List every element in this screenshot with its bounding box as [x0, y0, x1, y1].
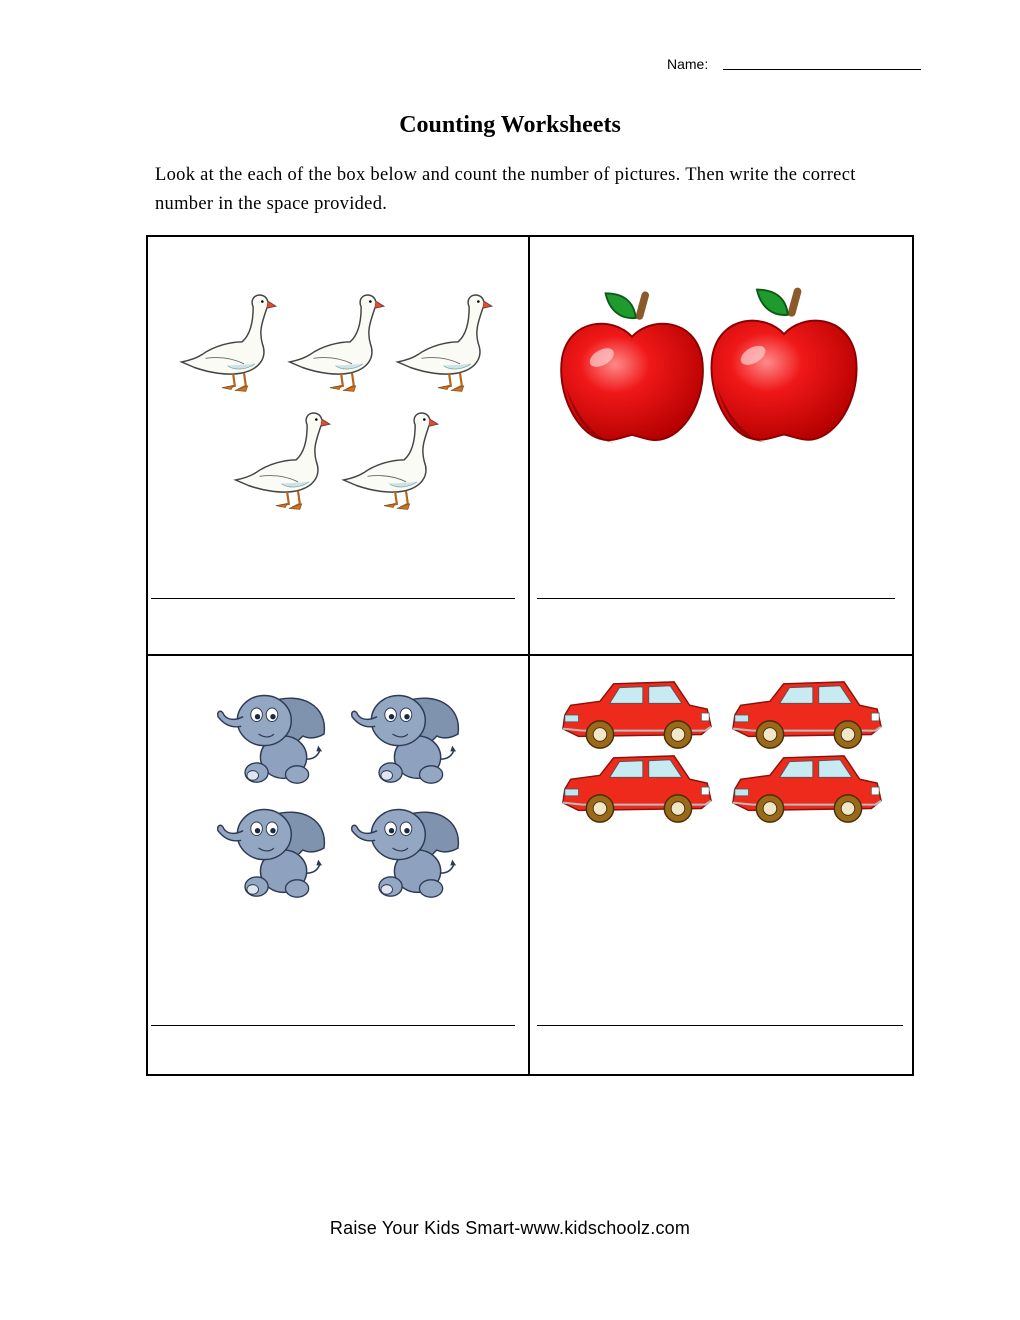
- car-icon: [726, 676, 888, 754]
- elephant-icon: [346, 796, 466, 902]
- car-icon: [556, 676, 718, 754]
- footer-text: Raise Your Kids Smart-www.kidschoolz.com: [329, 1218, 691, 1238]
- goose-icon: [340, 398, 450, 518]
- goose-icon: [232, 398, 342, 518]
- answer-line-geese[interactable]: [151, 598, 515, 599]
- name-answer-line[interactable]: [723, 69, 921, 70]
- car-icon: [726, 750, 888, 828]
- name-label: Name:: [667, 56, 709, 72]
- goose-icon: [178, 280, 288, 400]
- elephant-icon: [212, 796, 332, 902]
- apple-icon: [556, 282, 708, 452]
- car-icon: [556, 750, 718, 828]
- answer-line-elephants[interactable]: [151, 1025, 515, 1026]
- apple-icon: [704, 278, 864, 452]
- elephant-icon: [212, 682, 332, 788]
- grid-divider-horizontal: [146, 654, 914, 656]
- goose-icon: [286, 280, 396, 400]
- instructions: Look at the each of the box below and count the number of pictures. Then write the correct number in the space provided.: [155, 165, 856, 214]
- answer-line-apples[interactable]: [537, 598, 895, 599]
- elephant-icon: [346, 682, 466, 788]
- page-title: Counting Worksheets: [399, 112, 621, 138]
- answer-line-cars[interactable]: [537, 1025, 903, 1026]
- goose-icon: [394, 280, 504, 400]
